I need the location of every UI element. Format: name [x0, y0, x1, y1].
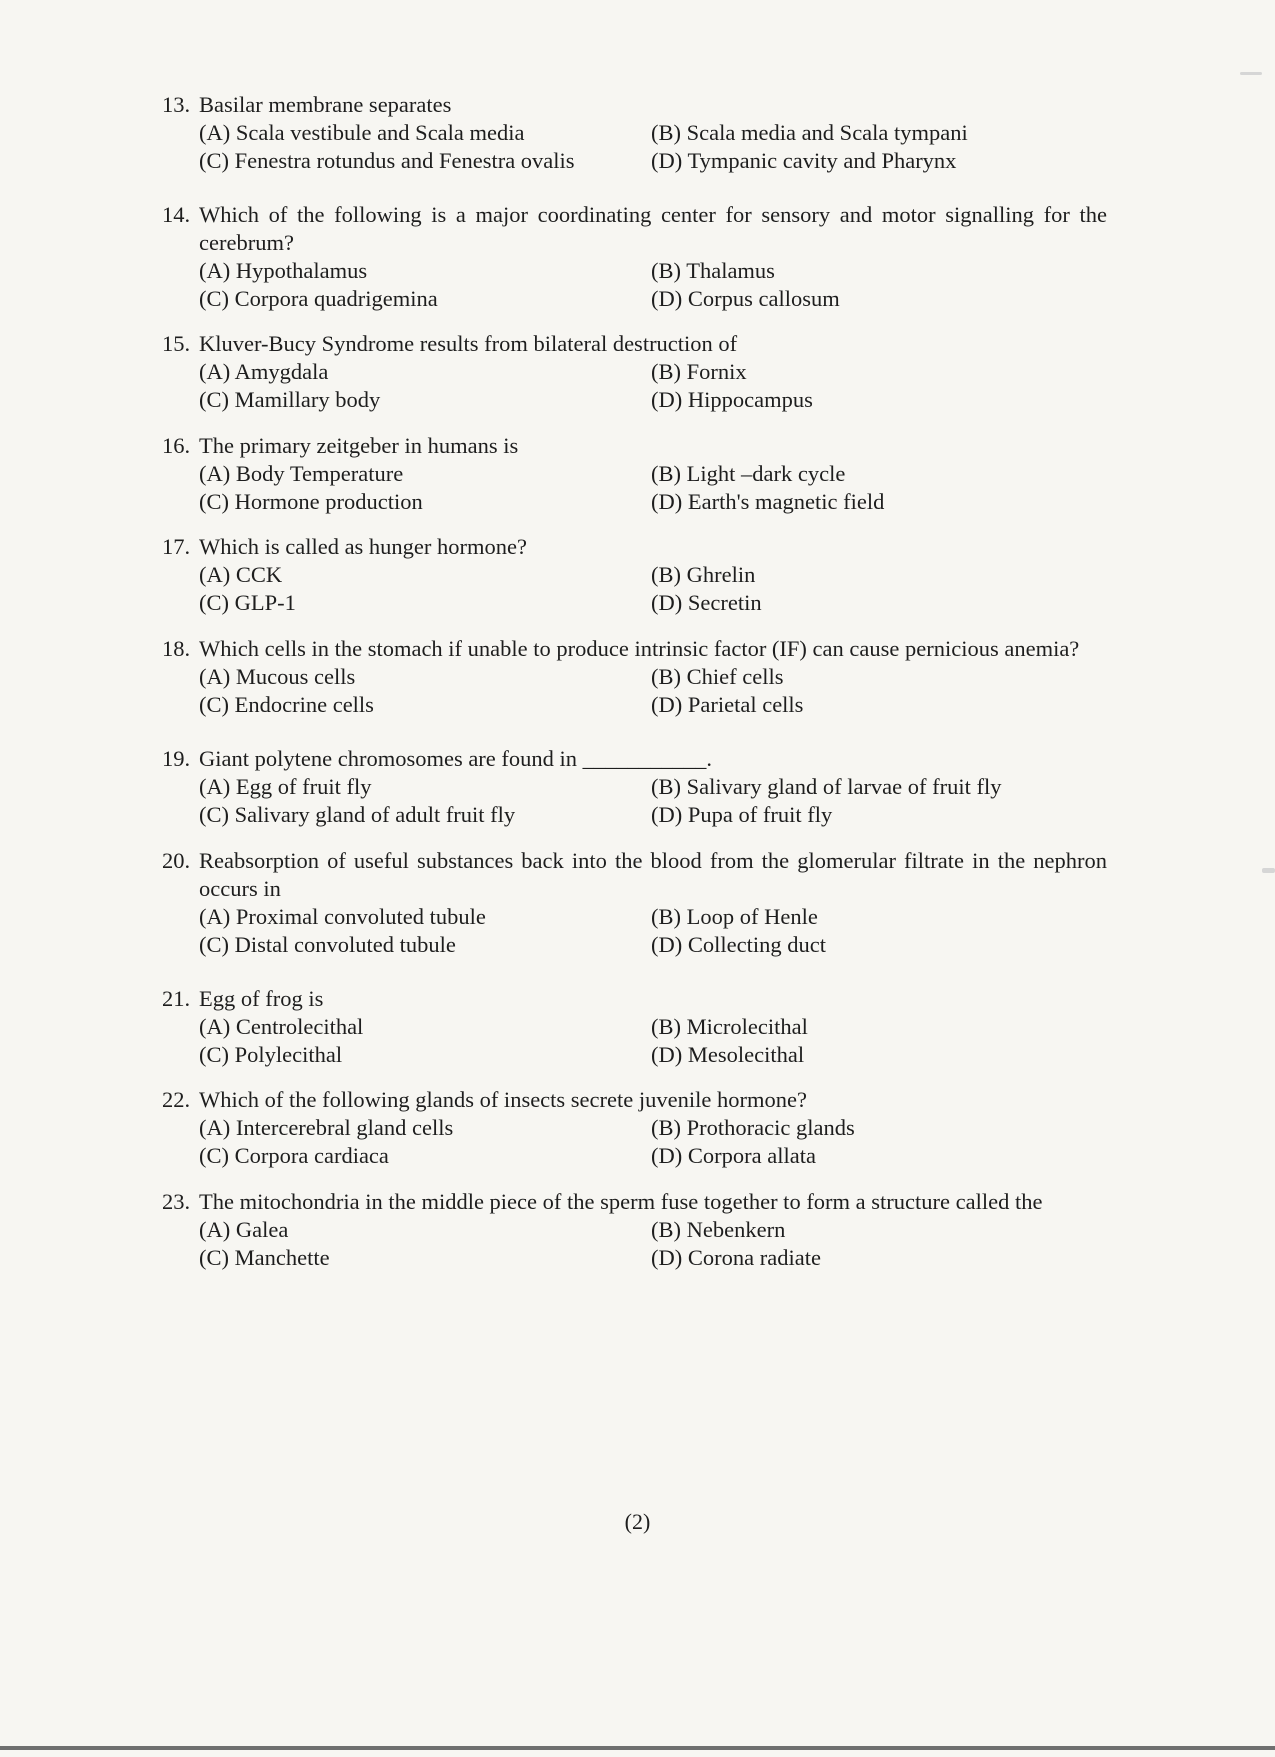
- question-20: [162, 847, 1107, 959]
- option-c: (C) Hormone production: [199, 489, 423, 514]
- question-number: 19.: [162, 746, 191, 771]
- options-grid: [199, 460, 1107, 516]
- option-a: (A) Egg of fruit fly: [199, 774, 372, 799]
- question-13: [162, 91, 1107, 175]
- question-text: Kluver-Bucy Syndrome results from bilateral destruction of: [199, 331, 738, 356]
- option-a: (A) Mucous cells: [199, 664, 356, 689]
- scan-mark: [1262, 868, 1275, 873]
- question-17: [162, 533, 1107, 617]
- option-d: (D) Corpora allata: [651, 1143, 816, 1168]
- question-23: [162, 1188, 1107, 1272]
- option-c: (C) Endocrine cells: [199, 692, 374, 717]
- question-number: 18.: [162, 636, 191, 661]
- question-14: [162, 201, 1107, 313]
- option-a: (A) Proximal convoluted tubule: [199, 904, 486, 929]
- options-grid: [199, 663, 1107, 719]
- question-number: 23.: [162, 1189, 191, 1214]
- options-grid: [199, 1216, 1107, 1272]
- option-b: (B) Nebenkern: [651, 1217, 786, 1242]
- option-d: (D) Secretin: [651, 590, 762, 615]
- option-b: (B) Microlecithal: [651, 1014, 808, 1039]
- option-c: (C) Distal convoluted tubule: [199, 932, 456, 957]
- option-c: (C) GLP-1: [199, 590, 296, 615]
- options-grid: [199, 1114, 1107, 1170]
- option-a: (A) Amygdala: [199, 359, 329, 384]
- option-a: (A) Intercerebral gland cells: [199, 1115, 454, 1140]
- option-b: (B) Scala media and Scala tympani: [651, 120, 968, 145]
- question-list: [162, 91, 1107, 1270]
- scan-edge-line: [0, 1746, 1275, 1750]
- question-text: Which is called as hunger hormone?: [199, 534, 528, 559]
- option-b: (B) Salivary gland of larvae of fruit fly: [651, 774, 1002, 799]
- options-grid: [199, 903, 1107, 959]
- option-c: (C) Polylecithal: [199, 1042, 343, 1067]
- option-d: (D) Pupa of fruit fly: [651, 802, 833, 827]
- option-a: (A) Body Temperature: [199, 461, 404, 486]
- option-d: (D) Corona radiate: [651, 1245, 821, 1270]
- option-d: (D) Mesolecithal: [651, 1042, 805, 1067]
- option-d: (D) Hippocampus: [651, 387, 813, 412]
- option-c: (C) Fenestra rotundus and Fenestra ovalis: [199, 148, 575, 173]
- question-number: 13.: [162, 92, 191, 117]
- question-text: Giant polytene chromosomes are found in ___________.: [199, 746, 713, 771]
- option-b: (B) Loop of Henle: [651, 904, 818, 929]
- question-number: 22.: [162, 1087, 191, 1112]
- option-d: (D) Parietal cells: [651, 692, 804, 717]
- option-b: (B) Prothoracic glands: [651, 1115, 855, 1140]
- option-a: (A) Galea: [199, 1217, 289, 1242]
- options-grid: [199, 358, 1107, 414]
- option-b: (B) Thalamus: [651, 258, 775, 283]
- question-15: [162, 330, 1107, 414]
- question-number: 15.: [162, 331, 191, 356]
- option-b: (B) Chief cells: [651, 664, 784, 689]
- question-number: 20.: [162, 848, 191, 873]
- option-c: (C) Mamillary body: [199, 387, 381, 412]
- question-18: [162, 635, 1107, 719]
- option-b: (B) Ghrelin: [651, 562, 756, 587]
- option-b: (B) Light –dark cycle: [651, 461, 846, 486]
- option-d: (D) Tympanic cavity and Pharynx: [651, 148, 957, 173]
- option-a: (A) Hypothalamus: [199, 258, 368, 283]
- question-number: 16.: [162, 433, 191, 458]
- option-d: (D) Earth's magnetic field: [651, 489, 885, 514]
- question-22: [162, 1086, 1107, 1170]
- question-text: The primary zeitgeber in humans is: [199, 433, 519, 458]
- scan-mark: [1240, 72, 1262, 75]
- question-text: Egg of frog is: [199, 986, 324, 1011]
- option-d: (D) Collecting duct: [651, 932, 826, 957]
- question-text: Reabsorption of useful substances back into the blood from the glomerular filtrate in the nephron occurs in: [199, 848, 1107, 901]
- option-c: (C) Corpora quadrigemina: [199, 286, 438, 311]
- question-text: Which of the following glands of insects secrete juvenile hormone?: [199, 1087, 807, 1112]
- question-number: 21.: [162, 986, 191, 1011]
- question-21: [162, 985, 1107, 1069]
- option-a: (A) CCK: [199, 562, 283, 587]
- option-a: (A) Scala vestibule and Scala media: [199, 120, 525, 145]
- question-text: The mitochondria in the middle piece of the sperm fuse together to form a structure called the: [199, 1189, 1043, 1214]
- question-number: 17.: [162, 534, 191, 559]
- option-c: (C) Salivary gland of adult fruit fly: [199, 802, 516, 827]
- options-grid: [199, 561, 1107, 617]
- option-c: (C) Corpora cardiaca: [199, 1143, 389, 1168]
- option-b: (B) Fornix: [651, 359, 747, 384]
- option-a: (A) Centrolecithal: [199, 1014, 364, 1039]
- option-d: (D) Corpus callosum: [651, 286, 840, 311]
- option-c: (C) Manchette: [199, 1245, 330, 1270]
- options-grid: [199, 257, 1107, 313]
- question-16: [162, 432, 1107, 516]
- options-grid: [199, 1013, 1107, 1069]
- question-text: Which cells in the stomach if unable to produce intrinsic factor (IF) can cause pernicious anemia?: [199, 636, 1080, 661]
- question-text: Which of the following is a major coordinating center for sensory and motor signalling for the cerebrum?: [199, 202, 1107, 255]
- page-number: (2): [624, 1509, 651, 1534]
- options-grid: [199, 773, 1107, 829]
- options-grid: [199, 119, 1107, 175]
- question-text: Basilar membrane separates: [199, 92, 452, 117]
- question-number: 14.: [162, 202, 191, 227]
- question-19: [162, 745, 1107, 829]
